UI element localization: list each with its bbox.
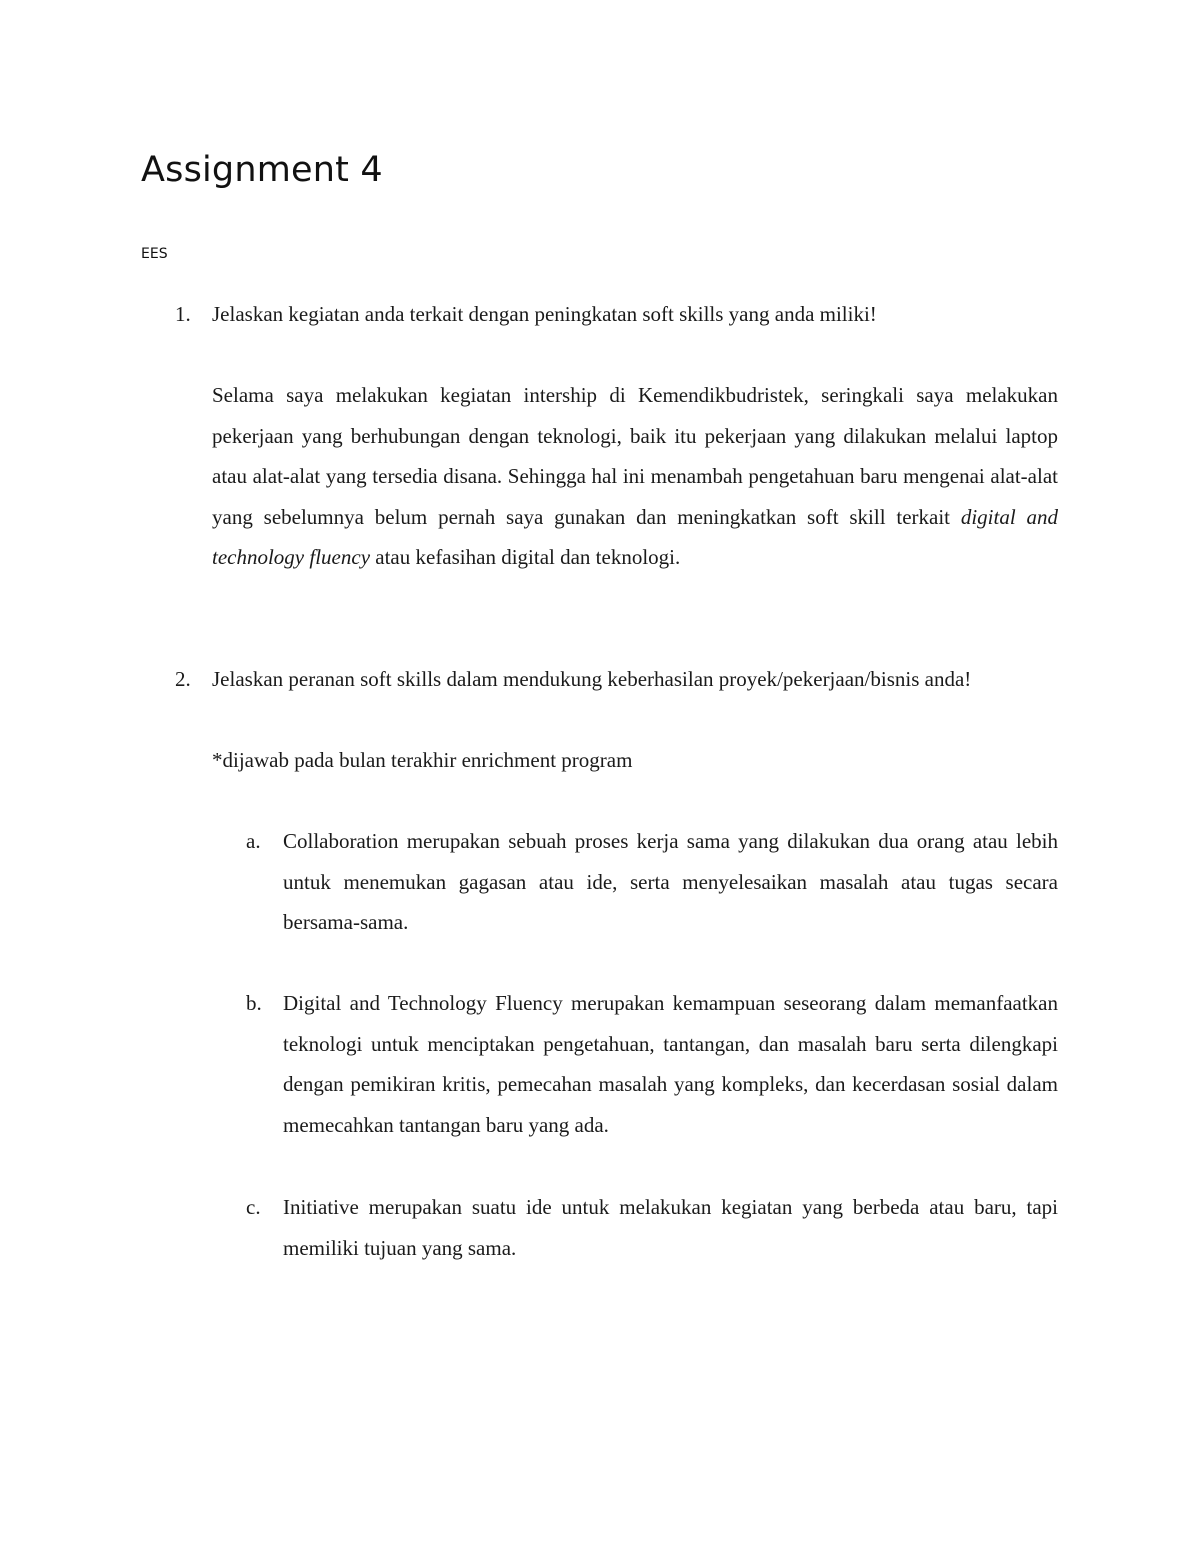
answer-1-italic-term: digital and technology fluency: [212, 504, 1059, 569]
answer-1-text-start: Selama saya melakukan kegiatan intership di Kemendikbudristek, seringkali saya melakukan pekerjaan yang berhubungan dengan teknologi, baik itu pekerjaan yang dilakukan melalui laptop atau alat-alat yang tersedia disana. Sehingga hal ini menambah pengetahuan baru mengenai alat-alat yang sebelumnya belum pernah saya gunakan dan meningkatkan soft skill terkait: [212, 383, 1058, 529]
document-title: Assignment 4: [141, 150, 383, 190]
question-1-text: Jelaskan kegiatan anda terkait dengan peningkatan soft skills yang anda miliki!: [212, 302, 877, 326]
question-2-text: Jelaskan peranan soft skills dalam mendukung keberhasilan proyek/pekerjaan/bisnis anda!: [212, 667, 972, 691]
question-number-1: 1.: [175, 302, 191, 326]
answer-1-text-end: atau kefasihan digital dan teknologi.: [370, 545, 681, 569]
question-number-2: 2.: [175, 667, 191, 691]
list-item-b-text: Digital and Technology Fluency merupakan kemampuan seseorang dalam memanfaatkan teknologi untuk menciptakan pengetahuan, tantangan, dan masalah baru serta dilengkapi dengan pemikiran kritis, pemecahan masalah yang kompleks, dan kecerdasan sosial dalam memecahkan tantangan baru yang ada.: [283, 991, 1058, 1137]
list-item-c-text: Initiative merupakan suatu ide untuk melakukan kegiatan yang berbeda atau baru, tapi memiliki tujuan yang sama.: [283, 1195, 1058, 1260]
list-item-label-c: c.: [246, 1195, 261, 1219]
question-1-answer: [212, 375, 1058, 578]
list-item-label-b: b.: [246, 991, 262, 1015]
question-2-note: *dijawab pada bulan terakhir enrichment program: [212, 748, 633, 772]
list-item-a-text: Collaboration merupakan sebuah proses kerja sama yang dilakukan dua orang atau lebih untuk menemukan gagasan atau ide, serta menyelesaikan masalah atau tugas secara bersama-sama.: [283, 829, 1058, 934]
document-subtitle: EES: [141, 246, 168, 262]
list-item-label-a: a.: [246, 829, 261, 853]
